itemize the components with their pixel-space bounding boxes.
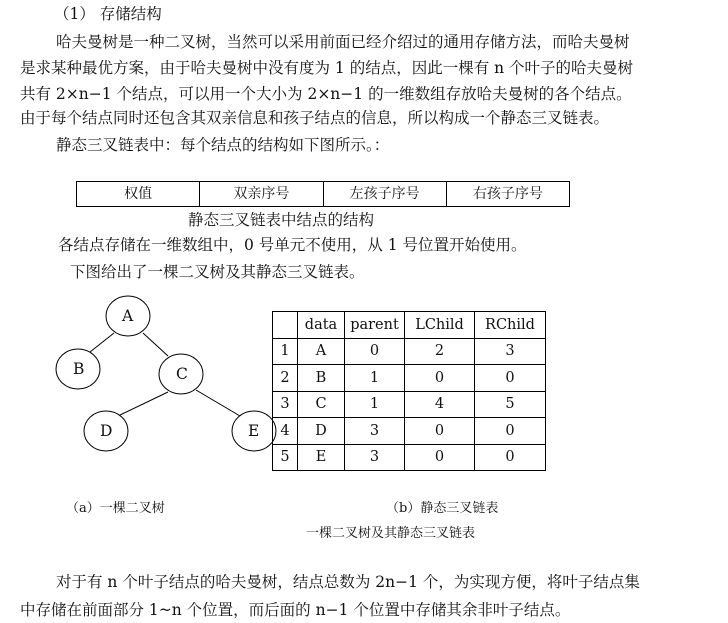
header-cell bbox=[273, 312, 298, 339]
cell: 3 bbox=[475, 338, 546, 365]
field-parent: 双亲序号 bbox=[200, 182, 323, 206]
table-caption: （b）静态三叉链表 bbox=[386, 501, 499, 516]
field-rchild: 右孩子序号 bbox=[472, 186, 543, 202]
header-cell: LChild bbox=[405, 312, 475, 339]
cell: 1 bbox=[273, 338, 298, 365]
paragraph-line: 各结点存储在一维数组中，0 号单元不使用，从 1 号位置开始使用。 bbox=[58, 236, 527, 254]
cell: 0 bbox=[475, 444, 546, 471]
figure-caption: 一棵二叉树及其静态三叉链表 bbox=[306, 526, 476, 541]
table-row bbox=[273, 418, 546, 445]
header-cell: data bbox=[298, 312, 345, 339]
table-row bbox=[273, 338, 546, 365]
cell: 0 bbox=[475, 365, 546, 392]
cell: A bbox=[298, 338, 345, 365]
tree-node-label: D bbox=[100, 422, 113, 440]
cell: 3 bbox=[273, 391, 298, 418]
field-weight: 权值 bbox=[77, 182, 200, 206]
cell: D bbox=[298, 418, 345, 445]
paragraph-line: 是求某种最优方案，由于哈夫曼树中没有度为 1 的结点，因此一棵有 n 个叶子的哈夫曼树 bbox=[20, 59, 634, 77]
cell: 0 bbox=[345, 338, 405, 365]
paragraph-line: 对于有 n 个叶子结点的哈夫曼树，结点总数为 2n−1 个，为实现方便，将叶子结点集 bbox=[56, 573, 640, 591]
cell: 3 bbox=[345, 444, 405, 471]
cell: 1 bbox=[345, 365, 405, 392]
tree-caption: （a）一棵二叉树 bbox=[66, 501, 165, 516]
cell: E bbox=[298, 444, 345, 471]
table-row bbox=[273, 444, 546, 471]
paragraph-line: 中存储在前面部分 1~n 个位置，而后面的 n−1 个位置中存储其余非叶子结点。 bbox=[20, 601, 571, 619]
cell: 5 bbox=[273, 444, 298, 471]
cell: C bbox=[298, 391, 345, 418]
tree-node-label: E bbox=[248, 422, 260, 440]
cell: 3 bbox=[345, 418, 405, 445]
cell: 1 bbox=[345, 391, 405, 418]
header-cell: RChild bbox=[475, 312, 546, 339]
header-cell: parent bbox=[345, 312, 405, 339]
cell: 0 bbox=[475, 418, 546, 445]
cell: 5 bbox=[475, 391, 546, 418]
table-row bbox=[273, 365, 546, 392]
cell: 0 bbox=[405, 444, 475, 471]
cell: 4 bbox=[405, 391, 475, 418]
tree-node-label: B bbox=[73, 360, 85, 378]
table-header-row bbox=[273, 312, 546, 339]
static-trilink-table bbox=[272, 311, 546, 471]
field-lchild: 左孩子序号 bbox=[324, 182, 447, 206]
paragraph-line: 哈夫曼树是一种二叉树，当然可以采用前面已经介绍过的通用存储方法，而哈夫曼树 bbox=[56, 33, 630, 51]
node-structure-caption: 静态三叉链表中结点的结构 bbox=[188, 211, 375, 229]
paragraph-line: 下图给出了一棵二叉树及其静态三叉链表。 bbox=[70, 263, 365, 281]
cell: 0 bbox=[405, 365, 475, 392]
cell: 4 bbox=[273, 418, 298, 445]
section-heading: （1） 存储结构 bbox=[54, 5, 162, 23]
table-row bbox=[273, 391, 546, 418]
cell: B bbox=[298, 365, 345, 392]
paragraph-line: 由于每个结点同时还包含其双亲信息和孩子结点的信息，所以构成一个静态三叉链表。 bbox=[20, 109, 610, 127]
cell: 0 bbox=[405, 418, 475, 445]
tree-node-label: C bbox=[176, 365, 188, 383]
cell: 2 bbox=[405, 338, 475, 365]
paragraph-line: 静态三叉链表中：每个结点的结构如下图所示。： bbox=[56, 136, 390, 154]
tree-node-label: A bbox=[122, 307, 134, 325]
paragraph-line: 共有 2×n−1 个结点，可以用一个大小为 2×n−1 的一维数组存放哈夫曼树的各个结点。 bbox=[20, 85, 632, 103]
cell: 2 bbox=[273, 365, 298, 392]
